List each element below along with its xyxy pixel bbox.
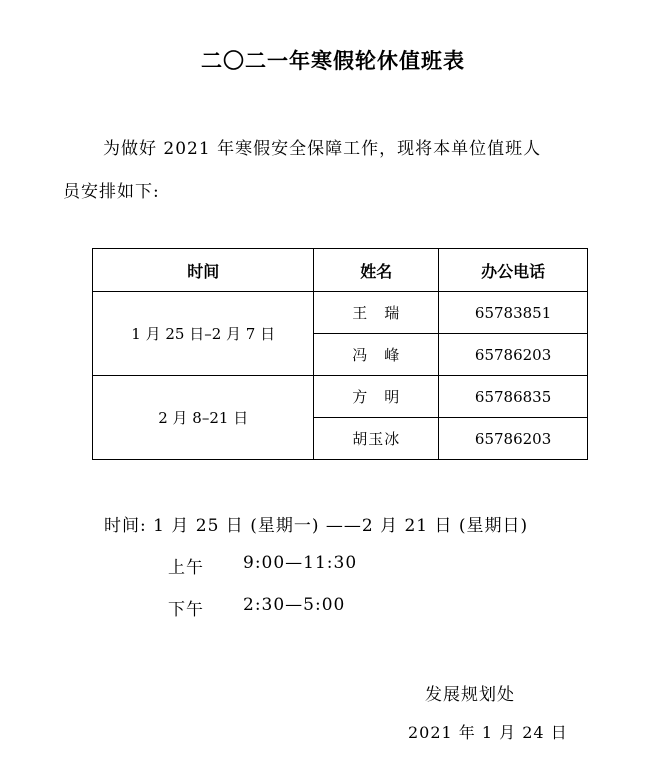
phone-cell: 65786835 — [439, 376, 588, 418]
afternoon-label: 下午 — [168, 600, 204, 620]
issue-date: 2021 年 1 月 24 日 — [408, 723, 568, 742]
issuing-department: 发展规划处 — [425, 685, 515, 705]
period-cell: 2 月 8–21 日 — [93, 376, 314, 460]
name-cell: 方 明 — [314, 376, 439, 418]
header-time: 时间 — [93, 249, 314, 292]
morning-label: 上午 — [168, 558, 204, 578]
name-cell: 王 瑞 — [314, 292, 439, 334]
afternoon-hours: 2:30—5:00 — [243, 595, 346, 615]
phone-cell: 65783851 — [439, 292, 588, 334]
morning-hours: 9:00—11:30 — [243, 553, 358, 573]
intro-paragraph-line-1: 为做好 2021 年寒假安全保障工作，现将本单位值班人 — [103, 139, 542, 159]
name-cell: 胡玉冰 — [314, 418, 439, 460]
document-title: 二〇二一年寒假轮休值班表 — [201, 48, 465, 73]
header-phone: 办公电话 — [439, 249, 588, 292]
table-row — [93, 292, 588, 334]
period-cell: 1 月 25 日–2 月 7 日 — [93, 292, 314, 376]
header-name: 姓名 — [314, 249, 439, 292]
intro-paragraph-line-2: 员安排如下: — [63, 182, 160, 202]
phone-cell: 65786203 — [439, 334, 588, 376]
schedule-date-range: 时间: 1 月 25 日 (星期一) ——2 月 21 日 (星期日) — [104, 516, 529, 536]
phone-cell: 65786203 — [439, 418, 588, 460]
table-header-row — [93, 249, 588, 292]
name-cell: 冯 峰 — [314, 334, 439, 376]
table-row — [93, 376, 588, 418]
duty-roster-table — [92, 248, 588, 460]
